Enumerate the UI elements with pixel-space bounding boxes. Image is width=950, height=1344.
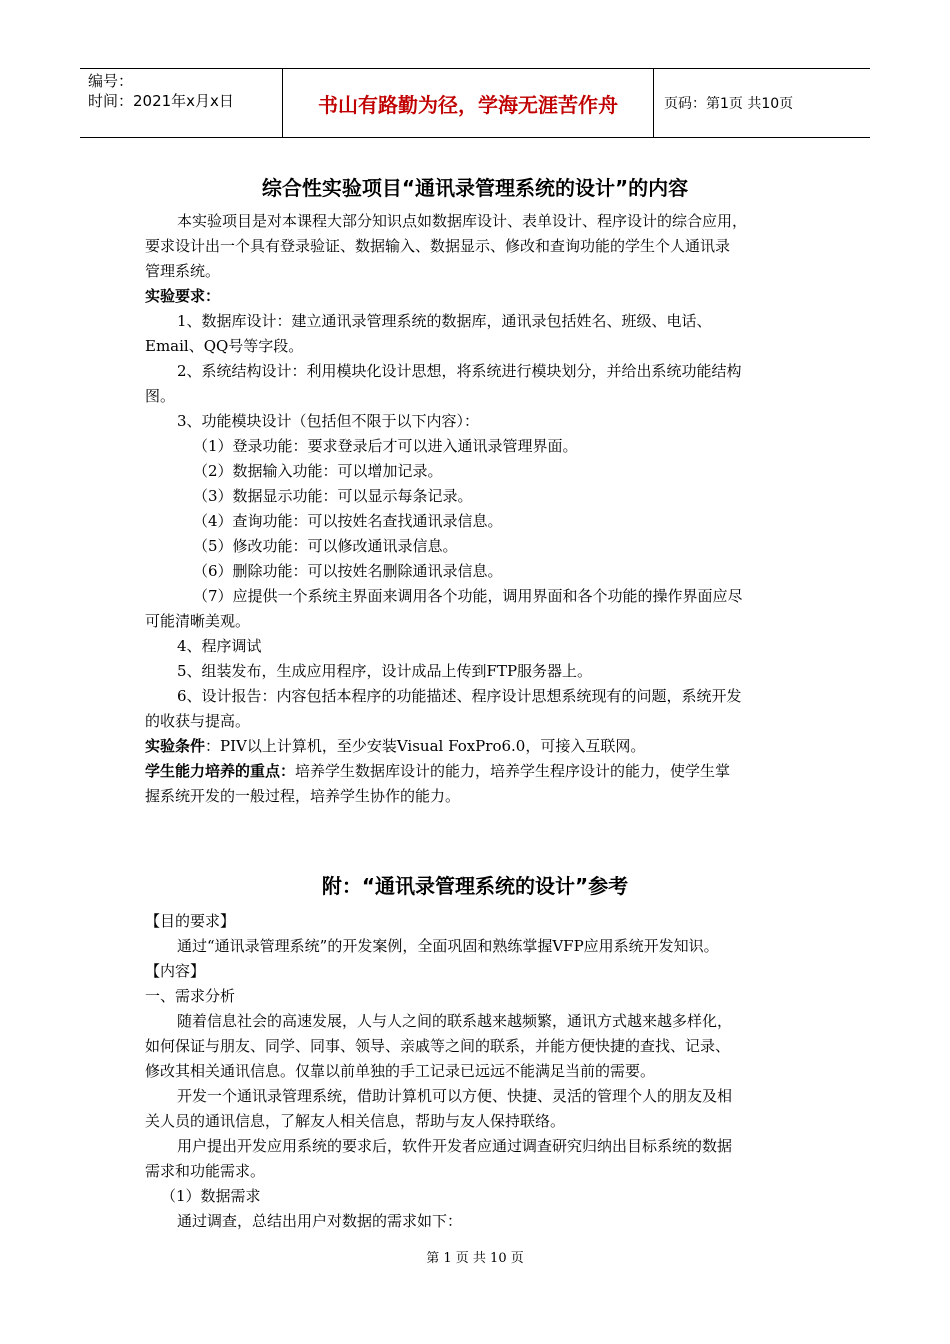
focus-text-1: 培养学生数据库设计的能力，培养学生程序设计的能力，使学生掌 xyxy=(295,762,731,780)
req-2b: 图。 xyxy=(145,387,176,405)
para-1b: 如何保证与朋友、同学、同事、领导、亲戚等之间的联系，并能方便快捷的查找、记录、 xyxy=(145,1037,731,1055)
conditions-label: 实验条件 xyxy=(145,737,206,755)
func-3: （3）数据显示功能：可以显示每条记录。 xyxy=(193,487,473,505)
func-4: （4）查询功能：可以按姓名查找通讯录信息。 xyxy=(193,512,503,530)
req-2a: 2、系统结构设计：利用模块化设计思想，将系统进行模块划分，并给出系统功能结构 xyxy=(177,362,742,380)
func-7a: （7）应提供一个系统主界面来调用各个功能，调用界面和各个功能的操作界面应尽 xyxy=(193,587,743,605)
para-1a: 随着信息社会的高速发展，人与人之间的联系越来越频繁，通讯方式越来越多样化， xyxy=(177,1012,733,1030)
header-meta xyxy=(80,69,282,137)
intro-line-3: 管理系统。 xyxy=(145,262,221,280)
req-1a: 1、数据库设计：建立通讯录管理系统的数据库，通讯录包括姓名、班级、电话、 xyxy=(177,312,712,330)
func-2: （2）数据输入功能：可以增加记录。 xyxy=(193,462,443,480)
page-title: 综合性实验项目“通讯录管理系统的设计”的内容 xyxy=(261,176,689,200)
req-1b: Email、QQ号等字段。 xyxy=(145,337,304,355)
page-footer: 第 1 页 共 10 页 xyxy=(426,1251,524,1266)
focus-line-1 xyxy=(145,761,730,781)
req-3: 3、功能模块设计（包括但不限于以下内容）： xyxy=(177,412,480,430)
para-3a: 用户提出开发应用系统的要求后，软件开发者应通过调查研究归纳出目标系统的数据 xyxy=(177,1137,733,1155)
para-2a: 开发一个通讯录管理系统，借助计算机可以方便、快捷、灵活的管理个人的朋友及相 xyxy=(177,1087,733,1105)
para-2b: 关人员的通讯信息，了解友人相关信息，帮助与友人保持联络。 xyxy=(145,1112,566,1130)
para-4: 通过调查，总结出用户对数据的需求如下： xyxy=(177,1212,463,1230)
para-1c: 修改其相关通讯信息。仅靠以前单独的手工记录已远远不能满足当前的需要。 xyxy=(145,1062,656,1080)
func-6: （6）删除功能：可以按姓名删除通讯录信息。 xyxy=(193,562,503,580)
focus-label: 学生能力培养的重点： xyxy=(145,762,296,780)
document-header xyxy=(80,68,870,138)
focus-line-2: 握系统开发的一般过程，培养学生协作的能力。 xyxy=(145,787,461,805)
conditions-line xyxy=(145,736,645,756)
func-5: （5）修改功能：可以修改通讯录信息。 xyxy=(193,537,458,555)
purpose-text: 通过“通讯录管理系统”的开发案例，全面巩固和熟练掌握VFP应用系统开发知识。 xyxy=(177,937,719,955)
req-6b: 的收获与提高。 xyxy=(145,712,251,730)
section-1-heading: 一、需求分析 xyxy=(145,987,236,1005)
intro-line-2: 要求设计出一个具有登录验证、数据输入、数据显示、修改和查询功能的学生个人通讯录 xyxy=(145,237,731,255)
purpose-label: 【目的要求】 xyxy=(145,912,236,930)
header-motto: 书山有路勤为径，学海无涯苦作舟 xyxy=(282,69,654,137)
number-label: 编号： xyxy=(88,72,134,90)
req-6a: 6、设计报告：内容包括本程序的功能描述、程序设计思想系统现有的问题，系统开发 xyxy=(177,687,742,705)
appendix-title: 附：“通讯录管理系统的设计”参考 xyxy=(321,874,629,898)
func-7b: 可能清晰美观。 xyxy=(145,612,251,630)
requirements-heading: 实验要求： xyxy=(145,287,221,305)
conditions-text: ：PIV以上计算机，至少安装Visual FoxPro6.0，可接入互联网。 xyxy=(205,737,646,755)
time-label: 时间：2021年x月x日 xyxy=(88,92,234,110)
para-3b: 需求和功能需求。 xyxy=(145,1162,266,1180)
sub-heading-1: （1）数据需求 xyxy=(161,1187,261,1205)
intro-line-1: 本实验项目是对本课程大部分知识点如数据库设计、表单设计、程序设计的综合应用， xyxy=(177,212,748,230)
req-5: 5、组装发布，生成应用程序，设计成品上传到FTP服务器上。 xyxy=(177,662,593,680)
req-4: 4、程序调试 xyxy=(177,637,262,655)
content-label: 【内容】 xyxy=(145,962,206,980)
func-1: （1）登录功能：要求登录后才可以进入通讯录管理界面。 xyxy=(193,437,578,455)
header-page-info: 页码：第1页 共10页 xyxy=(664,96,794,112)
